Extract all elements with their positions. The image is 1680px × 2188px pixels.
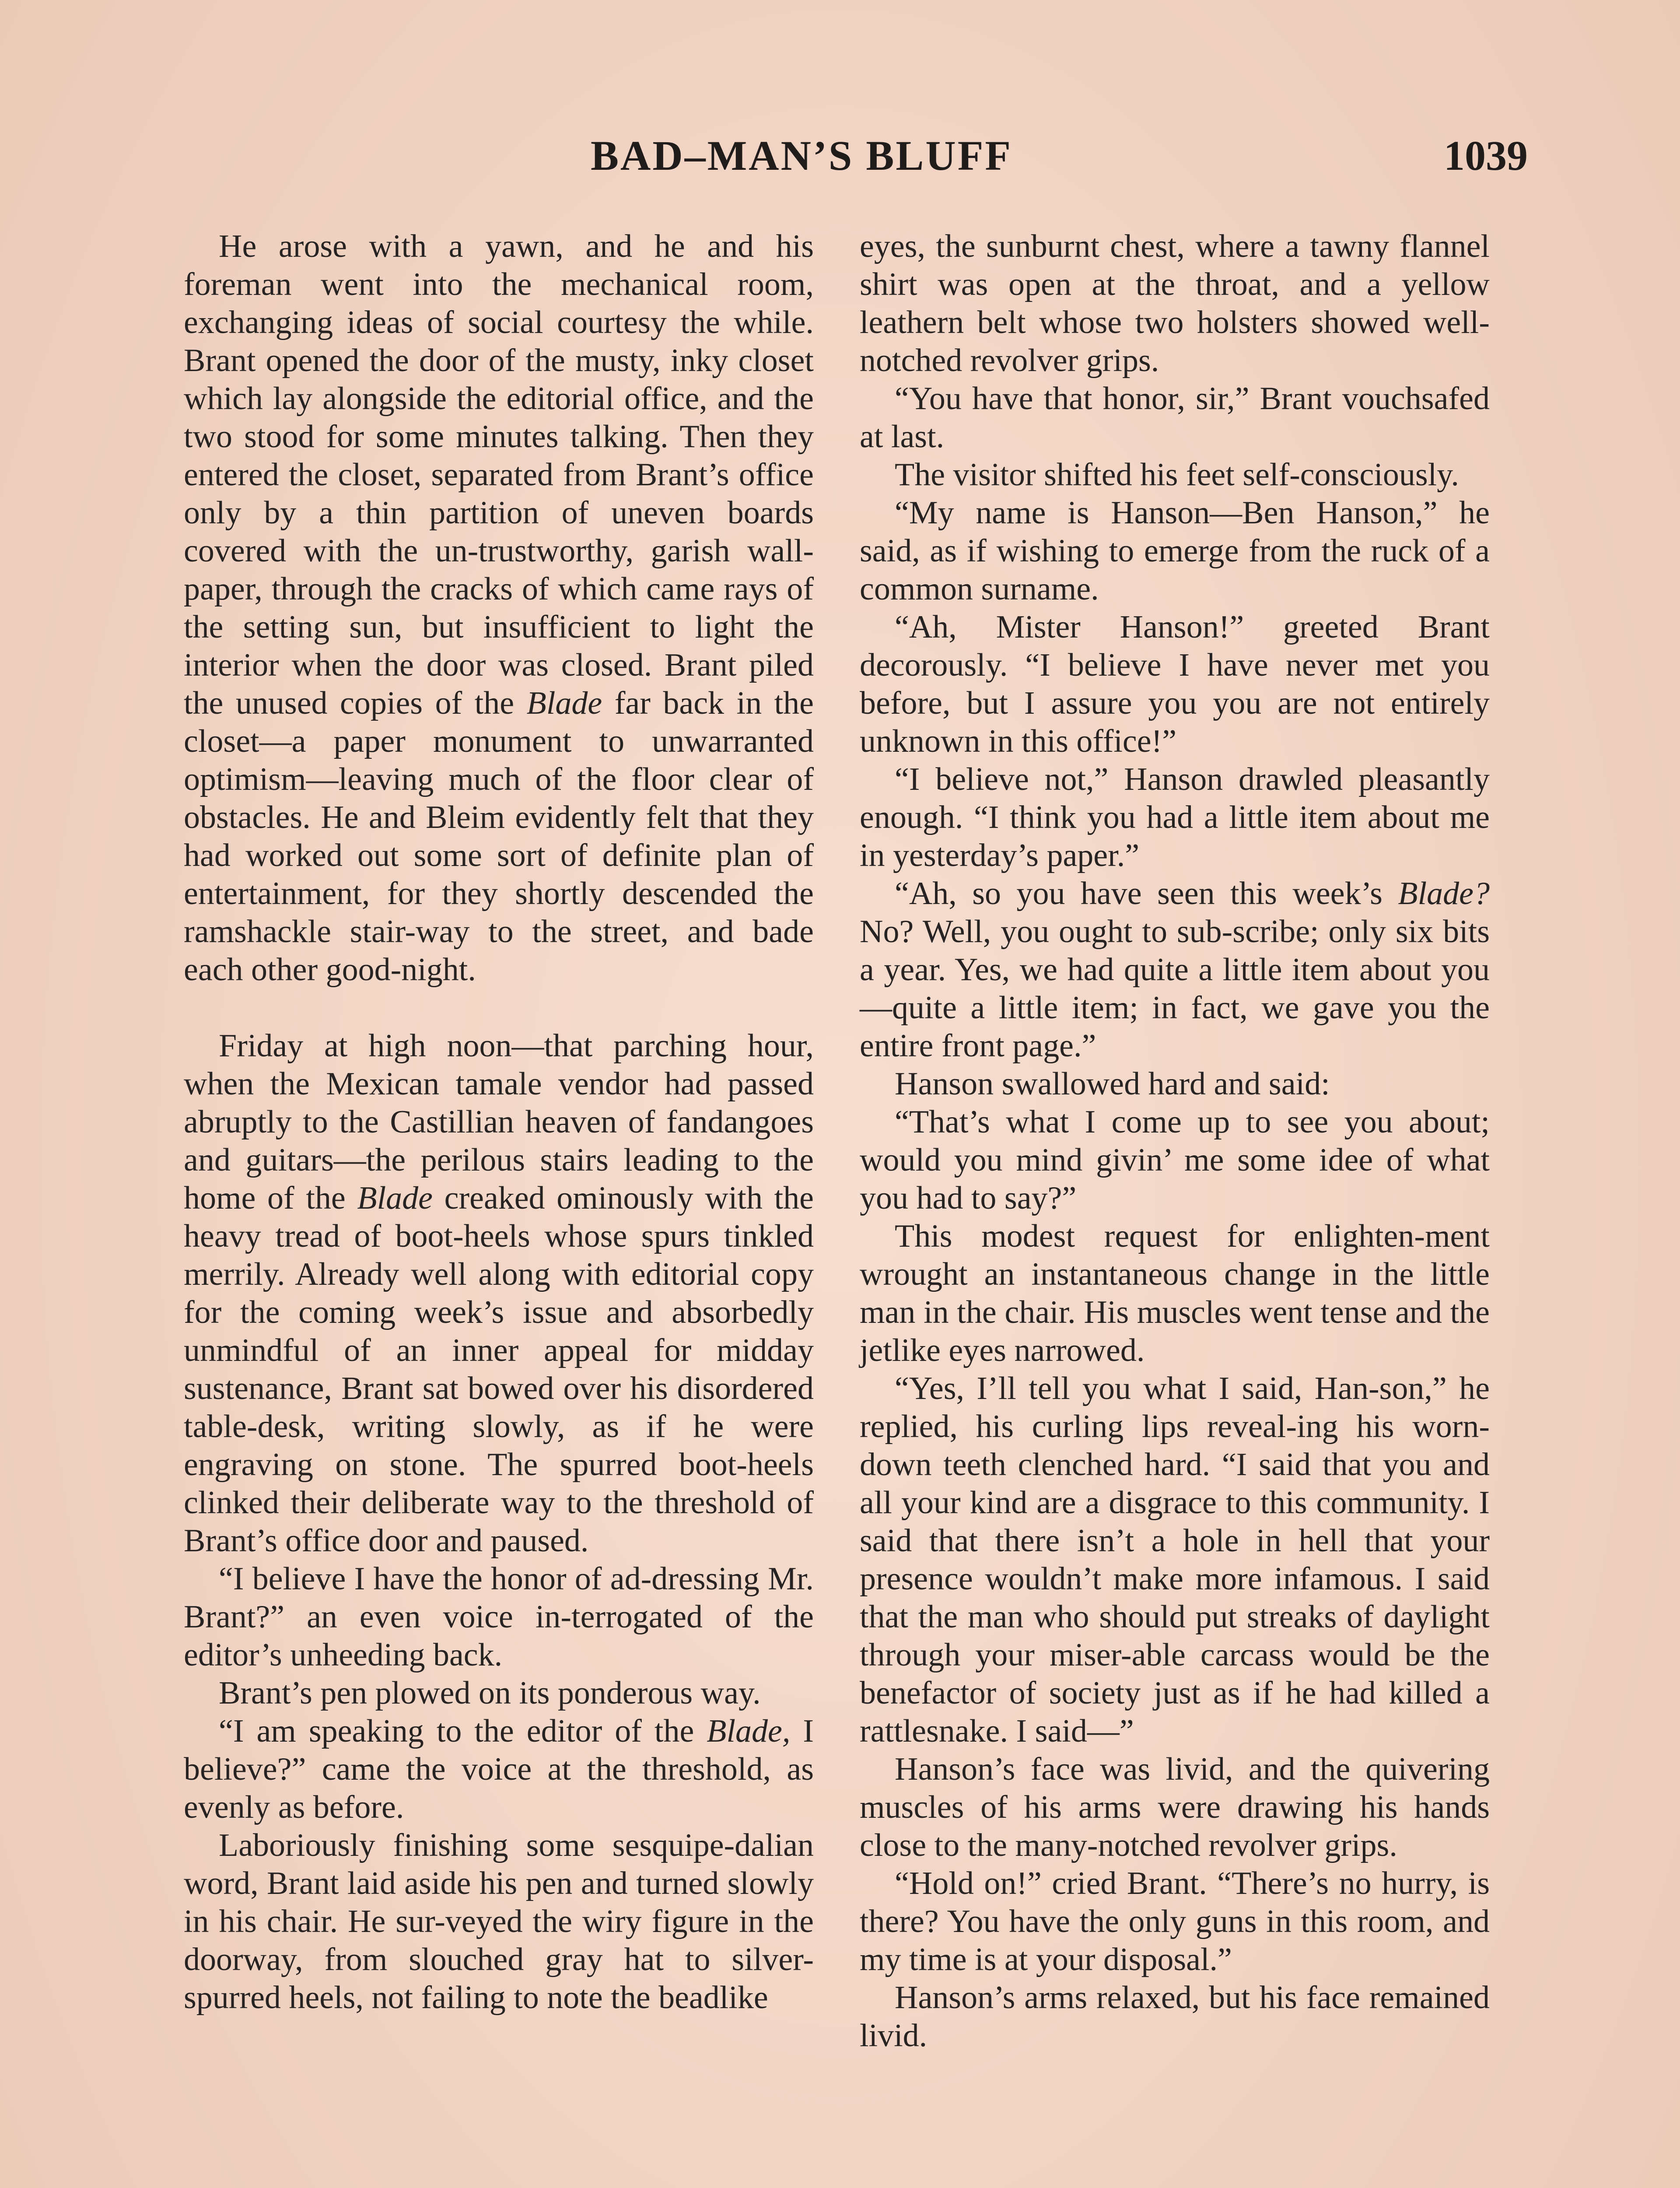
paragraph: “My name is Hanson—Ben Hanson,” he said, as if wishing to emerge from the ruck of a common surname. bbox=[860, 495, 1490, 607]
paragraph: Laboriously finishing some sesquipe-dalian word, Brant laid aside his pen and turned slowly in his chair. He sur-veyed the wiry figure in the doorway, from slouched gray hat to silver-spurred heels, not failing to note the beadlike bbox=[184, 1827, 814, 2016]
paragraph: “I am speaking to the editor of the Blade, I believe?” came the voice at the threshold, as evenly as before. bbox=[184, 1713, 814, 1825]
paragraph: Friday at high noon—that parching hour, when the Mexican tamale vendor had passed abruptly to the Castillian heaven of fandangoes and guitars—the perilous stairs leading to the home of the Blade creaked ominously with the heavy tread of boot-heels whose spurs tinkled merrily. Already well along with editorial copy for the coming week’s issue and absorbedly unmindful of an inner appeal for midday sustenance, Brant sat bowed over his disordered table-desk, writing slowly, as if he were engraving on stone. The spurred boot-heels clinked their deliberate way to the threshold of Brant’s office door and paused. bbox=[184, 1028, 814, 1559]
paragraph: Hanson swallowed hard and said: bbox=[895, 1066, 1330, 1102]
right-column bbox=[860, 228, 1490, 2055]
paragraph: Hanson’s arms relaxed, but his face remained livid. bbox=[860, 1980, 1490, 2054]
paragraph: “Hold on!” cried Brant. “There’s no hurry, is there? You have the only guns in this room, and my time is at your disposal.” bbox=[860, 1865, 1490, 1978]
paragraph: “Yes, I’ll tell you what I said, Han-son,” he replied, his curling lips reveal-ing his worn-down teeth clenched hard. “I said that you and all your kind are a disgrace to this community. I said that there isn’t a hole in hell that your presence wouldn’t make more infamous. I said that the man who should put streaks of daylight through your miser-able carcass would be the benefactor of society just as if he had killed a rattlesnake. I said—” bbox=[860, 1371, 1490, 1749]
paragraph: Brant’s pen plowed on its ponderous way. bbox=[219, 1675, 761, 1711]
paragraph: “Ah, so you have seen this week’s Blade? No? Well, you ought to sub-scribe; only six bits a year. Yes, we had quite a little item about you—quite a little item; in fact, we gave you the entire front page.” bbox=[860, 876, 1490, 1064]
paragraph: Hanson’s face was livid, and the quivering muscles of his arms were drawing his hands close to the many-notched revolver grips. bbox=[860, 1751, 1490, 1863]
paragraph: The visitor shifted his feet self-consciously. bbox=[895, 457, 1459, 493]
paragraph: “I believe not,” Hanson drawled pleasantly enough. “I think you had a little item about me in yesterday’s paper.” bbox=[860, 761, 1490, 873]
left-column bbox=[184, 228, 814, 2017]
paragraph: This modest request for enlighten-ment wrought an instantaneous change in the little man in the chair. His muscles went tense and the jetlike eyes narrowed. bbox=[860, 1218, 1490, 1368]
paragraph: eyes, the sunburnt chest, where a tawny flannel shirt was open at the throat, and a yellow leathern belt whose two holsters showed well-notched revolver grips. bbox=[860, 228, 1490, 379]
paragraph: “Ah, Mister Hanson!” greeted Brant decorously. “I believe I have never met you before, but I assure you you are not entirely unknown in this office!” bbox=[860, 609, 1490, 759]
page-header bbox=[0, 131, 1680, 193]
page-number: 1039 bbox=[1444, 132, 1528, 179]
paragraph: “That’s what I come up to see you about; would you mind givin’ me some idee of what you had to say?” bbox=[860, 1104, 1490, 1216]
paragraph: “I believe I have the honor of ad-dressing Mr. Brant?” an even voice in-terrogated of the editor’s unheeding back. bbox=[184, 1561, 814, 1673]
running-title: BAD–MAN’S BLUFF bbox=[591, 132, 1012, 179]
paragraph: “You have that honor, sir,” Brant vouchsafed at last. bbox=[860, 381, 1490, 455]
paragraph: He arose with a yawn, and he and his foreman went into the mechanical room, exchanging ideas of social courtesy the while. Brant opened the door of the musty, inky closet which lay alongside the editorial office, and the two stood for some minutes talking. Then they entered the closet, separated from Brant’s office only by a thin partition of uneven boards covered with the un-trustworthy, garish wall-paper, through the cracks of which came rays of the setting sun, but insufficient to light the interior when the door was closed. Brant piled the unused copies of the Blade far back in the closet—a paper monument to unwarranted optimism—leaving much of the floor clear of obstacles. He and Bleim evidently felt that they had worked out some sort of definite plan of entertainment, for they shortly descended the ramshackle stair-way to the street, and bade each other good-night. bbox=[184, 228, 814, 988]
